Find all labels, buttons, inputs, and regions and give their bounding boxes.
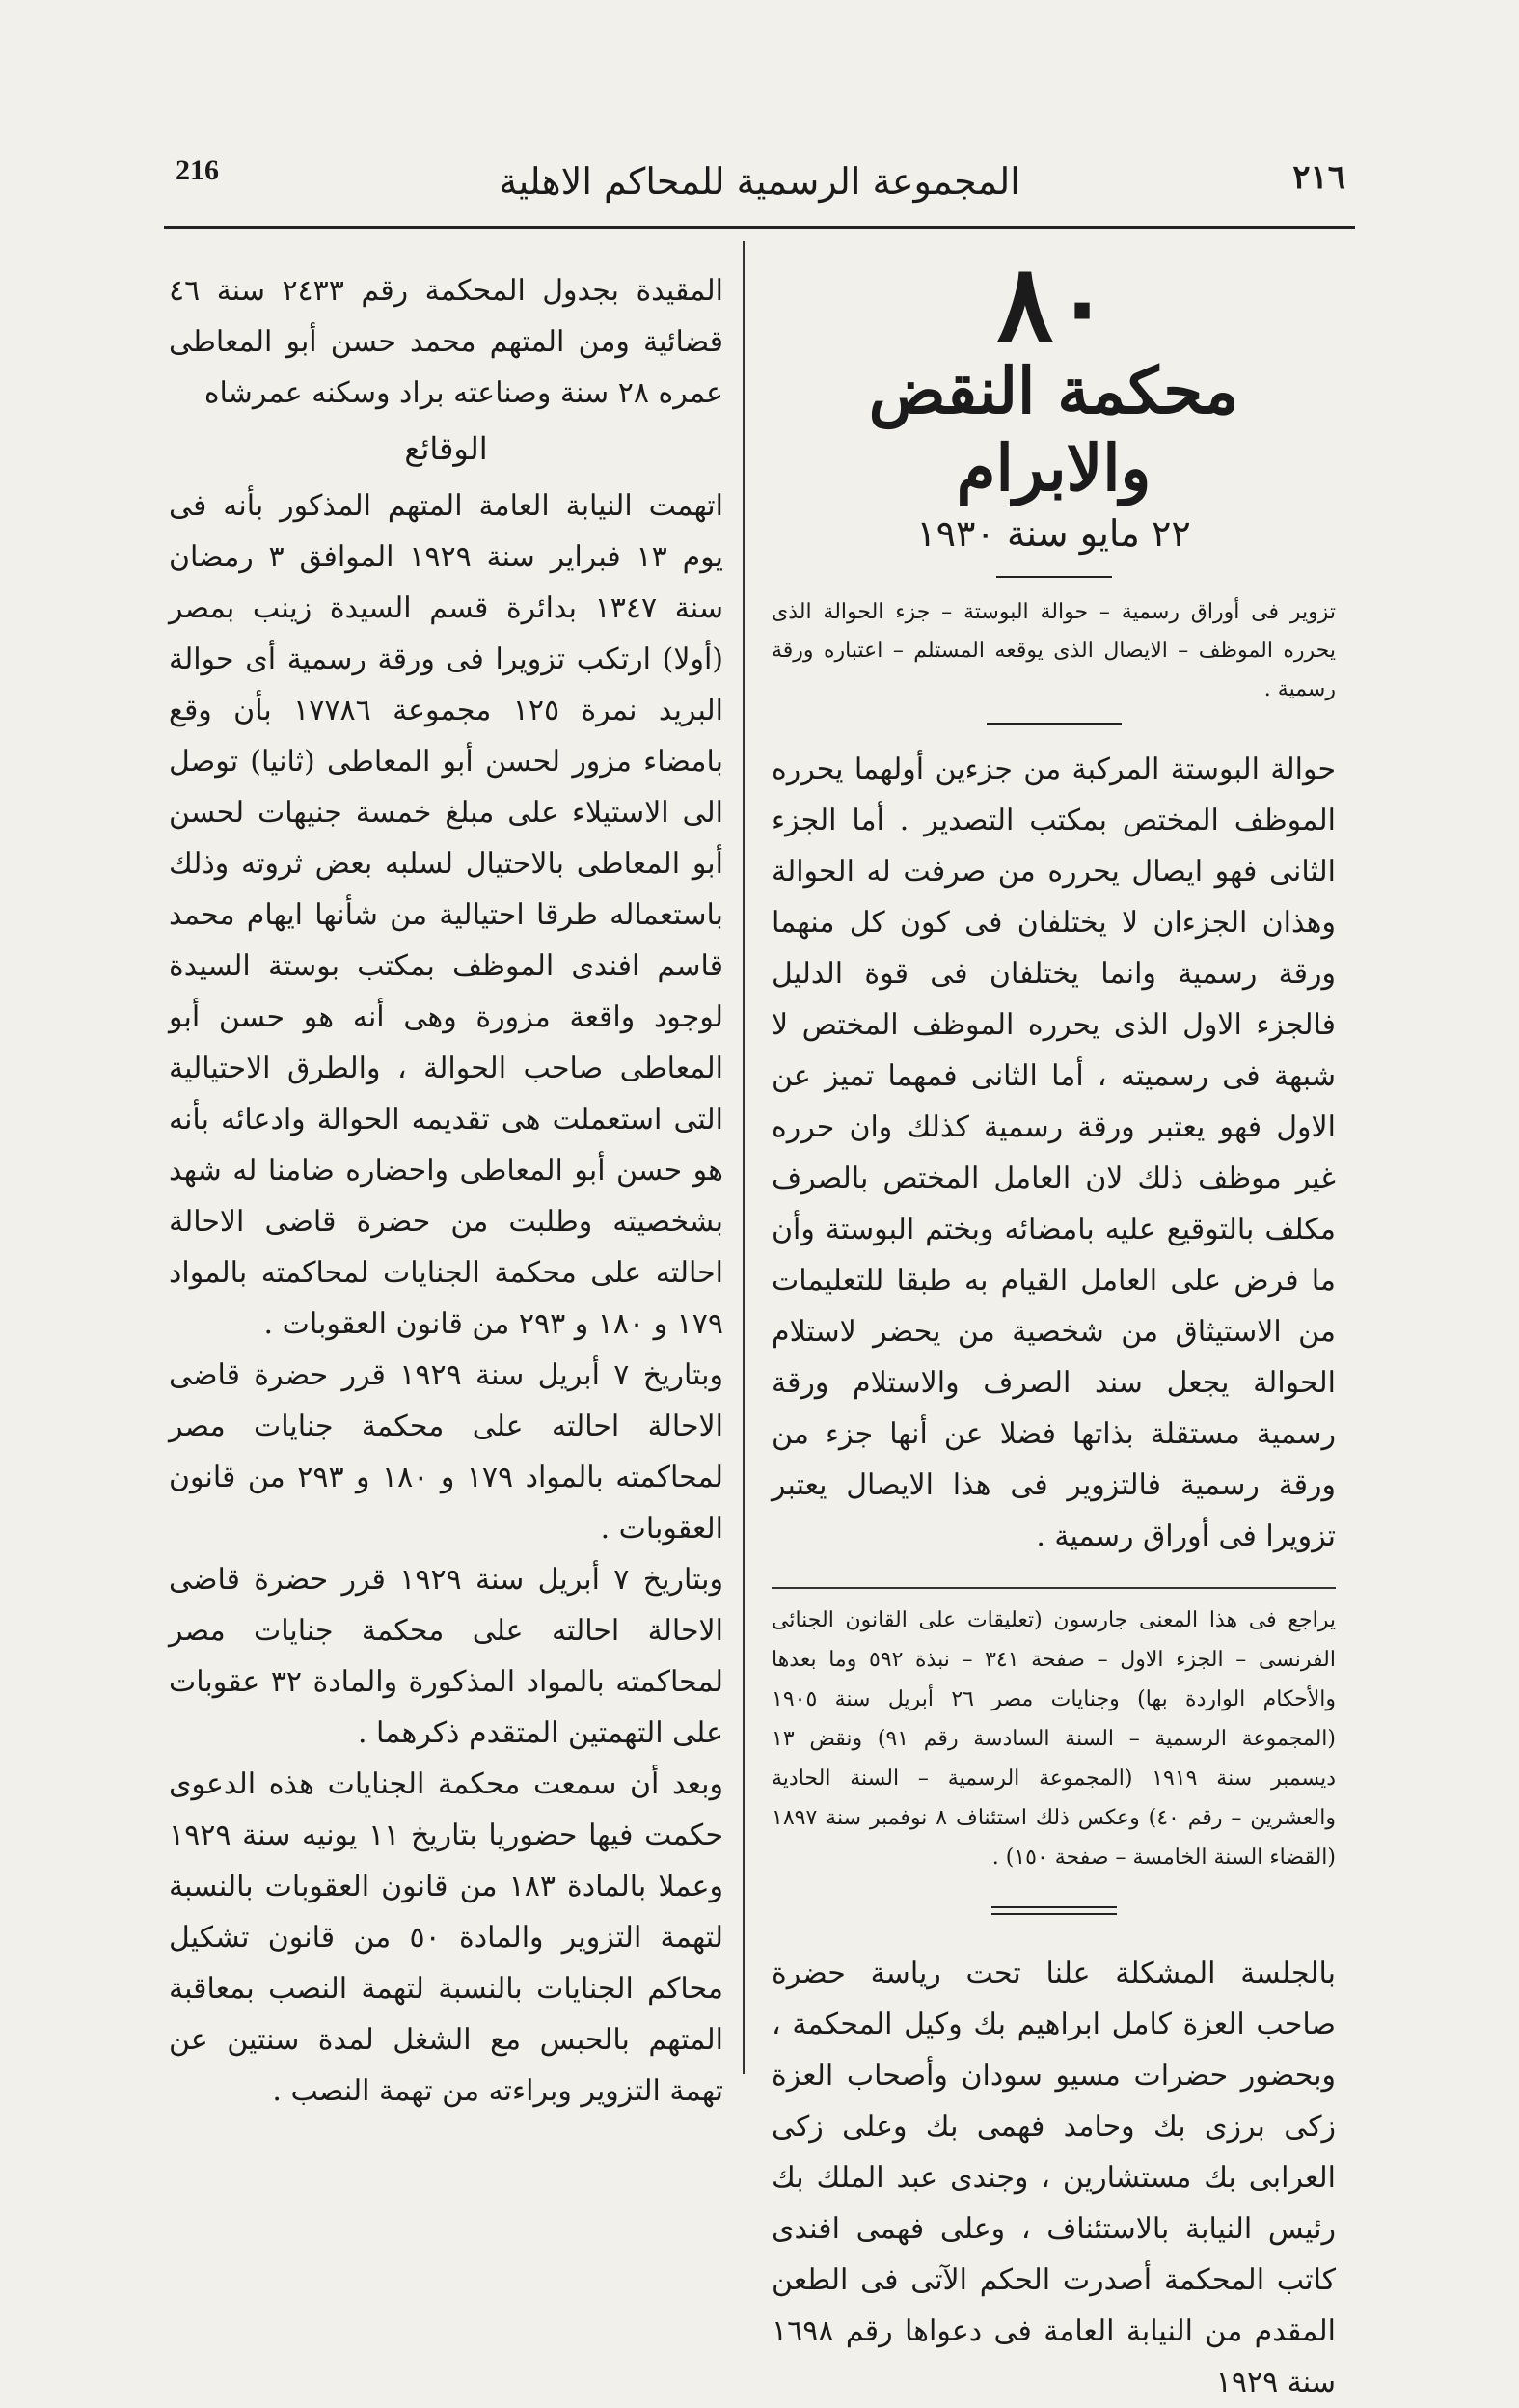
journal-title: المجموعة الرسمية للمحاكم الاهلية [499, 160, 1020, 203]
header-rule [164, 226, 1355, 229]
session-paragraph: بالجلسة المشكلة علنا تحت رياسة حضرة صاحب العزة كامل ابراهيم بك وكيل المحكمة ، وبحضور حضرات مسيو سودان وأصحاب العزة زكى برزى بك وحامد فهمى بك وعلى زكى العرابى بك مستشارين ، وجندى عبد الملك بك رئيس النيابة بالاستئناف ، وعلى فهمى افندى كاتب المحكمة أصدرت الحكم الآتى فى الطعن المقدم من النيابة العامة فى دعواها رقم ١٦٩٨ سنة ١٩٢٩ [772, 1956, 1336, 2399]
facts-paragraph-2: وبتاريخ ٧ أبريل سنة ١٩٢٩ قرر حضرة قاضى الاحالة احالته على محكمة جنايات مصر لمحاكمته بالمواد ١٧٩ و ١٨٠ و ٢٩٣ من قانون العقوبات . [169, 1358, 723, 1546]
facts-paragraph-1: اتهمت النيابة العامة المتهم المذكور بأنه فى يوم ١٣ فبراير سنة ١٩٢٩ الموافق ٣ رمضان سنة ١٣٤٧ بدائرة قسم السيدة زينب بمصر (أولا) ارتكب تزويرا فى ورقة رسمية أى حوالة البريد نمرة ١٢٥ مجموعة ١٧٧٨٦ بأن وقع بامضاء مزور لحسن أبو المعاطى (ثانيا) توصل الى الاستيلاء على مبلغ خمسة جنيهات لحسن أبو المعاطى بالاحتيال لسلبه بعض ثروته وذلك باستعماله طرقا احتيالية من شأنها ايهام محمد قاسم افندى الموظف بمكتب بوستة السيدة لوجود واقعة مزورة وهى أنه هو حسن أبو المعاطى صاحب الحوالة ، والطرق الاحتيالية التى استعملت هى تقديمه الحوالة وادعائه بأنه هو حسن أبو المعاطى واحضاره ضامنا له شهد بشخصيته وطلبت من حضرة قاضى الاحالة احالته على محكمة الجنايات لمحاكمته بالمواد ١٧٩ و ١٨٠ و ٢٩٣ من قانون العقوبات . [169, 489, 724, 1341]
page-header [164, 152, 1355, 220]
keywords: تزوير فى أوراق رسمية – حوالة البوستة – جزء الحوالة الذى يحرره الموظف – الايصال الذى يوقعه المستلم – اعتباره ورقة رسمية . [772, 600, 1336, 701]
left-column [169, 265, 723, 2117]
divider [987, 723, 1122, 725]
case-number: ٨٠ [996, 241, 1111, 366]
case-date: ٢٢ مايو سنة ١٩٣٠ [916, 512, 1191, 555]
footnotes: يراجع فى هذا المعنى جارسون (تعليقات على القانون الجنائى الفرنسى – الجزء الاول – صفحة ٣٤١ – نبذة ٥٩٢ وما بعدها والأحكام الواردة بها) وجنايات مصر ٢٦ أبريل سنة ١٩٠٥ (المجموعة الرسمية – السنة السادسة رقم ٩١) ونقض ١٣ ديسمبر سنة ١٩١٩ (المجموعة الرسمية – السنة الحادية والعشرين – رقم ٤٠) وعكس ذلك استئناف ٨ نوفمبر سنة ١٨٩٧ (القضاء السنة الخامسة – صفحة ١٥٠) . [772, 1608, 1336, 1870]
page-number-latin: 216 [176, 154, 219, 186]
facts-heading: الوقائع [404, 430, 488, 467]
footnote-rule [772, 1587, 1336, 1589]
divider [996, 576, 1112, 578]
intro-paragraph: المقيدة بجدول المحكمة رقم ٢٤٣٣ سنة ٤٦ قضائية ومن المتهم محمد حسن أبو المعاطى عمره ٢٨ سنة وصناعته براد وسكنه عمرشاه [169, 274, 723, 410]
facts-paragraph-4: وبعد أن سمعت محكمة الجنايات هذه الدعوى حكمت فيها حضوريا بتاريخ ١١ يونيه سنة ١٩٢٩ وعملا بالمادة ١٨٣ من قانون العقوبات بالنسبة لتهمة التزوير والمادة ٥٠ من قانون تشكيل محاكم الجنايات بالنسبة لتهمة النصب بمعاقبة المتهم بالحبس مع الشغل لمدة سنتين عن تهمة التزوير وبراءته من تهمة النصب . [169, 1767, 724, 2108]
page-number-arabic: ٢١٦ [1292, 158, 1345, 197]
right-column [772, 241, 1336, 2408]
headnote: حوالة البوستة المركبة من جزءين أولهما يحرره الموظف المختص بمكتب التصدير . أما الجزء الثانى فهو ايصال يحرره من صرفت له الحوالة وهذان الجزءان لا يختلفان فى كون كل منهما ورقة رسمية وانما يختلفان فى قوة الدليل فالجزء الاول الذى يحرره الموظف المختص لا شبهة فى رسميته ، أما الثانى فمهما تميز عن الاول فهو يعتبر ورقة رسمية كذلك وان حرره غير موظف ذلك لان العامل المختص بالصرف مكلف بالتوقيع عليه بامضائه وبختم البوستة وأن ما فرض على العامل القيام به طبقا للتعليمات من الاستيثاق من شخصية من يحضر لاستلام الحوالة يجعل سند الصرف والاستلام ورقة رسمية مستقلة بذاتها فضلا عن أنها جزء من ورقة رسمية فالتزوير فى هذا الايصال يعتبر تزويرا فى أوراق رسمية . [772, 752, 1336, 1553]
facts-paragraph-3: وبتاريخ ٧ أبريل سنة ١٩٢٩ قرر حضرة قاضى الاحالة احالته على محكمة جنايات مصر لمحاكمته بالمواد المذكورة والمادة ٣٢ عقوبات على التهمتين المتقدم ذكرهما . [169, 1563, 724, 1750]
column-divider [743, 241, 745, 2074]
court-name: محكمة النقض والابرام [868, 353, 1239, 506]
double-rule [991, 1906, 1117, 1915]
